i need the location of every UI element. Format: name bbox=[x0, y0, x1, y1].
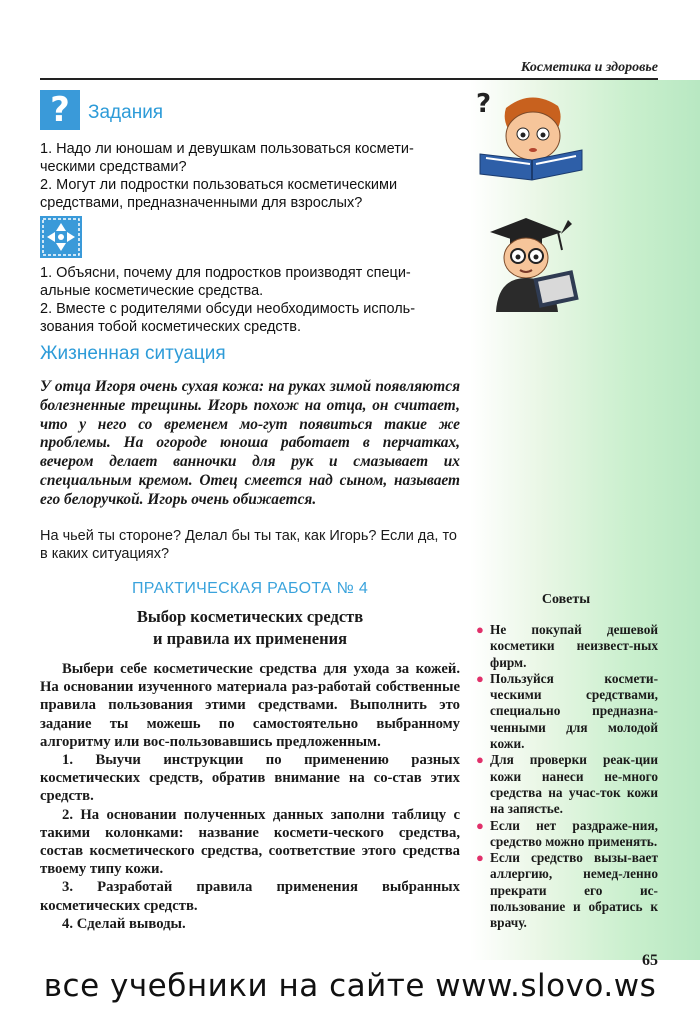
tip-item bbox=[476, 818, 658, 851]
tip-text: Если нет раздраже-ния, средство можно применять. bbox=[490, 817, 658, 849]
task-item: 1. Надо ли юношам и девушкам пользоваться космети-ческими средствами? bbox=[40, 141, 414, 175]
tip-bullet-icon: ● bbox=[476, 622, 484, 637]
tip-text: Если средство вызы-вает аллергию, немед-ленно прекрати его ис-пользование и обратись к врачу. bbox=[490, 850, 658, 931]
practical-title-line: и правила их применения bbox=[152, 629, 348, 648]
tip-item bbox=[476, 850, 658, 931]
page-number: 65 bbox=[642, 952, 658, 969]
body-paragraph: 4. Сделай выводы. bbox=[62, 915, 186, 932]
tips-list bbox=[476, 622, 658, 932]
tip-item bbox=[476, 752, 658, 817]
practical-work-heading: ПРАКТИЧЕСКАЯ РАБОТА № 4 bbox=[131, 580, 369, 597]
activity-item: 2. Вместе с родителями обсуди необходимость исполь-зования тобой косметических средств. bbox=[40, 301, 416, 335]
body-paragraph: 2. На основании полученных данных заполни таблицу с такими колонками: название космети-ческого средства, состав косметического средства, соответствие этого средства твоему типу кожи. bbox=[40, 806, 460, 878]
body-paragraph: Выбери себе косметические средства для ухода за кожей. На основании изученного материала раз-работай собственные правила пользования этими средствами. Выполнить это задание ты можешь по самостоятельно выбранному алгоритму или вос-пользовавшись предложенным. bbox=[40, 661, 460, 750]
svg-text:?: ? bbox=[476, 89, 492, 119]
tip-bullet-icon: ● bbox=[476, 850, 484, 866]
situation-text: У отца Игоря очень сухая кожа: на руках зимой появляются болезненные трещины. Игорь похож на отца, он считает, что у него со временем мо-гут появиться такие же проблемы. На огороде юноша работает в перчатках, вечером делает ванночки для рук и смазывает их специальным кремом. Отец смеется над сыном, называет его белоручкой. Игорь очень обижается. bbox=[40, 378, 460, 508]
body-paragraph: 3. Разработай правила применения выбранных косметических средств. bbox=[40, 879, 460, 914]
tip-text: Для проверки реак-ции кожи нанеси не-много средства на учас-ток кожи на запястье. bbox=[490, 752, 658, 817]
task-item: 2. Могут ли подростки пользоваться косметическими средствами, предназначенными для взрослых? bbox=[40, 177, 398, 211]
arrows-icon bbox=[40, 216, 82, 258]
tips-heading: Советы bbox=[541, 592, 591, 607]
body-paragraph: 1. Выучи инструкции по применению разных косметических средств, обратив внимание на со-став этих средств. bbox=[40, 752, 460, 805]
footer-banner: все учебники на сайте www.slovo.ws bbox=[43, 968, 657, 1004]
reading-boy-illustration bbox=[476, 88, 586, 189]
tip-text: Не покупай дешевой косметики неизвест-ных фирм. bbox=[490, 622, 658, 670]
question-icon: ? bbox=[40, 90, 80, 130]
tasks-list bbox=[40, 140, 460, 212]
activities-list bbox=[40, 264, 460, 336]
tip-item bbox=[476, 622, 658, 671]
header-rule bbox=[40, 78, 658, 80]
tasks-heading: Задания bbox=[88, 102, 164, 123]
chapter-title: Косметика и здоровье bbox=[520, 60, 658, 75]
practical-title-line: Выбор косметических средств bbox=[136, 607, 364, 626]
situation-heading: Жизненная ситуация bbox=[40, 343, 226, 364]
graduate-boy-illustration bbox=[476, 214, 586, 319]
tip-bullet-icon: ● bbox=[476, 817, 484, 833]
tip-item bbox=[476, 671, 658, 752]
tip-bullet-icon: ● bbox=[476, 670, 484, 686]
tip-text: Пользуйся космети-ческими средствами, специально предназна-ченными для молодой кожи. bbox=[490, 670, 658, 752]
practical-work-body bbox=[40, 660, 460, 933]
practical-work-title bbox=[40, 606, 460, 650]
situation-question: На чьей ты стороне? Делал бы ты так, как Игорь? Если да, то в каких ситуациях? bbox=[40, 528, 457, 562]
activity-item: 1. Объясни, почему для подростков производят специ-альные косметические средства. bbox=[40, 265, 411, 299]
tip-bullet-icon: ● bbox=[476, 752, 484, 768]
